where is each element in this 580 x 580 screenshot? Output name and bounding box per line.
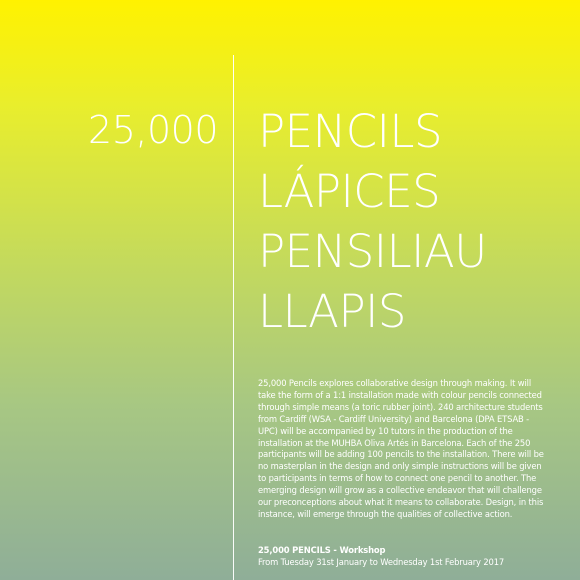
event-title: 25,000 PENCILS - Workshop bbox=[258, 545, 386, 555]
title-word-english: PENCILS bbox=[258, 105, 443, 158]
event-dates: From Tuesday 31st January to Wednesday 1st February 2017 bbox=[258, 556, 505, 567]
pencil-count: 25,000 bbox=[88, 108, 218, 152]
vertical-divider bbox=[233, 55, 234, 580]
title-words bbox=[258, 102, 487, 342]
title-word-welsh: PENSILIAU bbox=[258, 225, 487, 278]
title-word-spanish: LÁPICES bbox=[258, 165, 441, 218]
project-description: 25,000 Pencils explores collaborative design through making. It will take the form of a 1:1 installation made with colour pencils connected through simple means (a toric rubber joint). 240 architecture students from Cardiff (WSA - Cardiff University) and Barcelona (DPA ETSAB - UPC) will be accompanied by 10 tutors in the production of the installation at the MUHBA Oliva Artés in Barcelona. Each of the 250 participants will be adding 100 pencils to the installation. There will be no masterplan in the design and only simple instructions will be given to participants in terms of how to connect one pencil to another. The emerging design will grow as a collective endeavor that will challenge our preconceptions about what it means to collaborate. Design, in this instance, will emerge through the qualities of collective action. bbox=[258, 378, 544, 519]
event-info bbox=[258, 545, 558, 569]
title-word-catalan: LLAPIS bbox=[258, 285, 406, 338]
